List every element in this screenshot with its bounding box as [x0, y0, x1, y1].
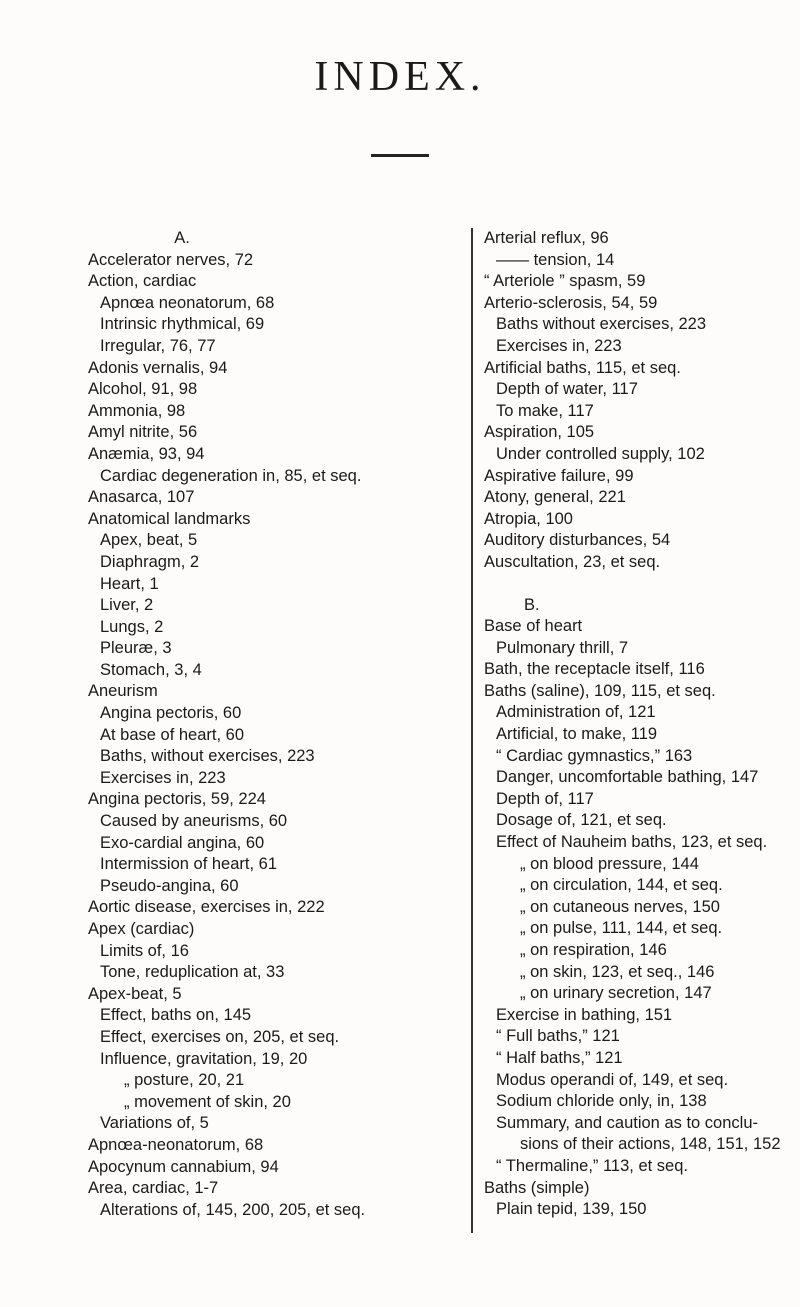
index-entry: Apex, beat, 5 — [100, 531, 198, 550]
index-entry: Auditory disturbances, 54 — [484, 531, 671, 550]
index-entry: Anæmia, 93, 94 — [88, 444, 205, 463]
index-entry: „ on urinary secretion, 147 — [520, 984, 712, 1003]
index-entry: “ Thermaline,” 113, et seq. — [496, 1156, 688, 1175]
index-entry: Cardiac degeneration in, 85, et seq. — [100, 466, 362, 485]
index-entry: Artificial baths, 115, et seq. — [484, 358, 681, 377]
index-entry: Caused by aneurisms, 60 — [100, 812, 288, 831]
index-entry: Apex (cardiac) — [88, 920, 195, 938]
index-entry: Accelerator nerves, 72 — [88, 250, 254, 269]
index-entry: Aspirative failure, 99 — [484, 466, 634, 485]
index-entry: Ammonia, 98 — [88, 401, 186, 420]
index-entry: Pleuræ, 3 — [100, 639, 172, 658]
index-entry: To make, 117 — [496, 401, 594, 420]
index-entry: Plain tepid, 139, 150 — [496, 1200, 647, 1219]
index-entry: Apocynum cannabium, 94 — [88, 1157, 279, 1176]
page-title: INDEX. — [314, 54, 486, 100]
index-entry: “ Half baths,” 121 — [496, 1048, 623, 1067]
index-entry: „ on circulation, 144, et seq. — [520, 876, 723, 895]
index-entry: Action, cardiac — [88, 272, 197, 291]
index-entry: Stomach, 3, 4 — [100, 660, 202, 679]
index-entry: Heart, 1 — [100, 574, 159, 593]
index-entry: Aortic disease, exercises in, 222 — [88, 898, 325, 917]
index-entry: Apnœa neonatorum, 68 — [100, 293, 275, 312]
index-entry: Depth of, 117 — [496, 789, 594, 808]
index-entry: Variations of, 5 — [100, 1114, 209, 1133]
index-entry: At base of heart, 60 — [100, 725, 245, 744]
index-entry: Pseudo-angina, 60 — [100, 876, 239, 895]
index-entry: Intrinsic rhythmical, 69 — [100, 315, 265, 334]
index-entry: Exercise in bathing, 151 — [496, 1005, 673, 1024]
index-entry: Effect of Nauheim baths, 123, et seq. — [496, 833, 768, 852]
index-entry: Aneurism — [88, 682, 158, 701]
index-entry: Tone, reduplication at, 33 — [100, 963, 285, 982]
index-entry: “ Arteriole ” spasm, 59 — [484, 272, 646, 291]
index-entry: Baths, without exercises, 223 — [100, 747, 315, 766]
index-entry: Alcohol, 91, 98 — [88, 380, 198, 399]
index-entry: “ Full baths,” 121 — [496, 1027, 620, 1046]
index-entry: Baths (simple) — [484, 1178, 590, 1197]
index-entry: Area, cardiac, 1-7 — [88, 1179, 219, 1198]
index-entry: Arterial reflux, 96 — [484, 229, 609, 247]
index-entry: Influence, gravitation, 19, 20 — [100, 1049, 308, 1068]
index-entry: Effect, baths on, 145 — [100, 1006, 252, 1025]
index-entry: Baths without exercises, 223 — [496, 315, 707, 334]
index-entry: Effect, exercises on, 205, et seq. — [100, 1027, 340, 1046]
index-letter-heading: A. — [174, 229, 190, 247]
index-entry: Summary, and caution as to conclu- — [496, 1113, 758, 1132]
index-entry: Amyl nitrite, 56 — [88, 423, 198, 442]
index-entry: “ Cardiac gymnastics,” 163 — [496, 746, 693, 765]
index-entry: Depth of water, 117 — [496, 380, 638, 399]
index-entry: —— tension, 14 — [496, 250, 615, 269]
index-entry: Anasarca, 107 — [88, 488, 195, 507]
index-entry: Arterio-sclerosis, 54, 59 — [484, 293, 658, 312]
index-entry: Angina pectoris, 60 — [100, 704, 242, 723]
index-entry: „ posture, 20, 21 — [124, 1071, 245, 1090]
column-divider — [471, 228, 473, 1233]
index-entry: Aspiration, 105 — [484, 423, 595, 442]
index-entry: Diaphragm, 2 — [100, 552, 200, 571]
index-entry: „ on respiration, 146 — [520, 941, 667, 959]
index-entry: „ on blood pressure, 144 — [520, 854, 699, 873]
index-entry: Base of heart — [484, 617, 583, 636]
index-entry: „ on skin, 123, et seq., 146 — [520, 962, 715, 981]
index-entry: Bath, the receptacle itself, 116 — [484, 660, 705, 679]
index-entry: Exercises in, 223 — [496, 336, 622, 355]
index-entry: Atony, general, 221 — [484, 488, 626, 507]
index-entry: Anatomical landmarks — [88, 509, 251, 528]
index-entry: Dosage of, 121, et seq. — [496, 811, 667, 830]
index-entry: Administration of, 121 — [496, 703, 656, 722]
index-entry: Pulmonary thrill, 7 — [496, 638, 629, 657]
index-entry: Under controlled supply, 102 — [496, 444, 705, 463]
index-entry: Apex-beat, 5 — [88, 984, 182, 1003]
index-entry: sions of their actions, 148, 151, 152 — [520, 1135, 781, 1154]
index-entry: „ on pulse, 111, 144, et seq. — [520, 919, 723, 938]
index-entry: Lungs, 2 — [100, 617, 164, 636]
index-entry: Auscultation, 23, et seq. — [484, 552, 661, 571]
index-column-right — [484, 228, 796, 1221]
index-entry: Exercises in, 223 — [100, 768, 226, 787]
index-entry: Limits of, 16 — [100, 941, 189, 960]
index-entry: „ on cutaneous nerves, 150 — [520, 897, 720, 916]
index-entry: Danger, uncomfortable bathing, 147 — [496, 768, 759, 787]
index-entry: Adonis vernalis, 94 — [88, 358, 228, 377]
index-entry: Liver, 2 — [100, 596, 154, 615]
index-letter-heading: B. — [524, 595, 540, 614]
index-entry: Alterations of, 145, 200, 205, et seq. — [100, 1200, 366, 1219]
index-entry: Angina pectoris, 59, 224 — [88, 790, 266, 809]
title-rule — [371, 154, 429, 157]
index-entry: Irregular, 76, 77 — [100, 336, 216, 355]
index-entry: Intermission of heart, 61 — [100, 855, 278, 874]
index-entry: Apnœa-neonatorum, 68 — [88, 1135, 264, 1154]
index-entry: „ movement of skin, 20 — [124, 1092, 291, 1111]
index-entry: Atropia, 100 — [484, 509, 573, 528]
index-entry: Exo-cardial angina, 60 — [100, 833, 265, 852]
index-entry: Modus operandi of, 149, et seq. — [496, 1070, 729, 1089]
index-column-left — [88, 228, 466, 1221]
index-entry: Artificial, to make, 119 — [496, 725, 658, 744]
index-entry: Sodium chloride only, in, 138 — [496, 1092, 707, 1111]
index-entry: Baths (saline), 109, 115, et seq. — [484, 681, 716, 700]
